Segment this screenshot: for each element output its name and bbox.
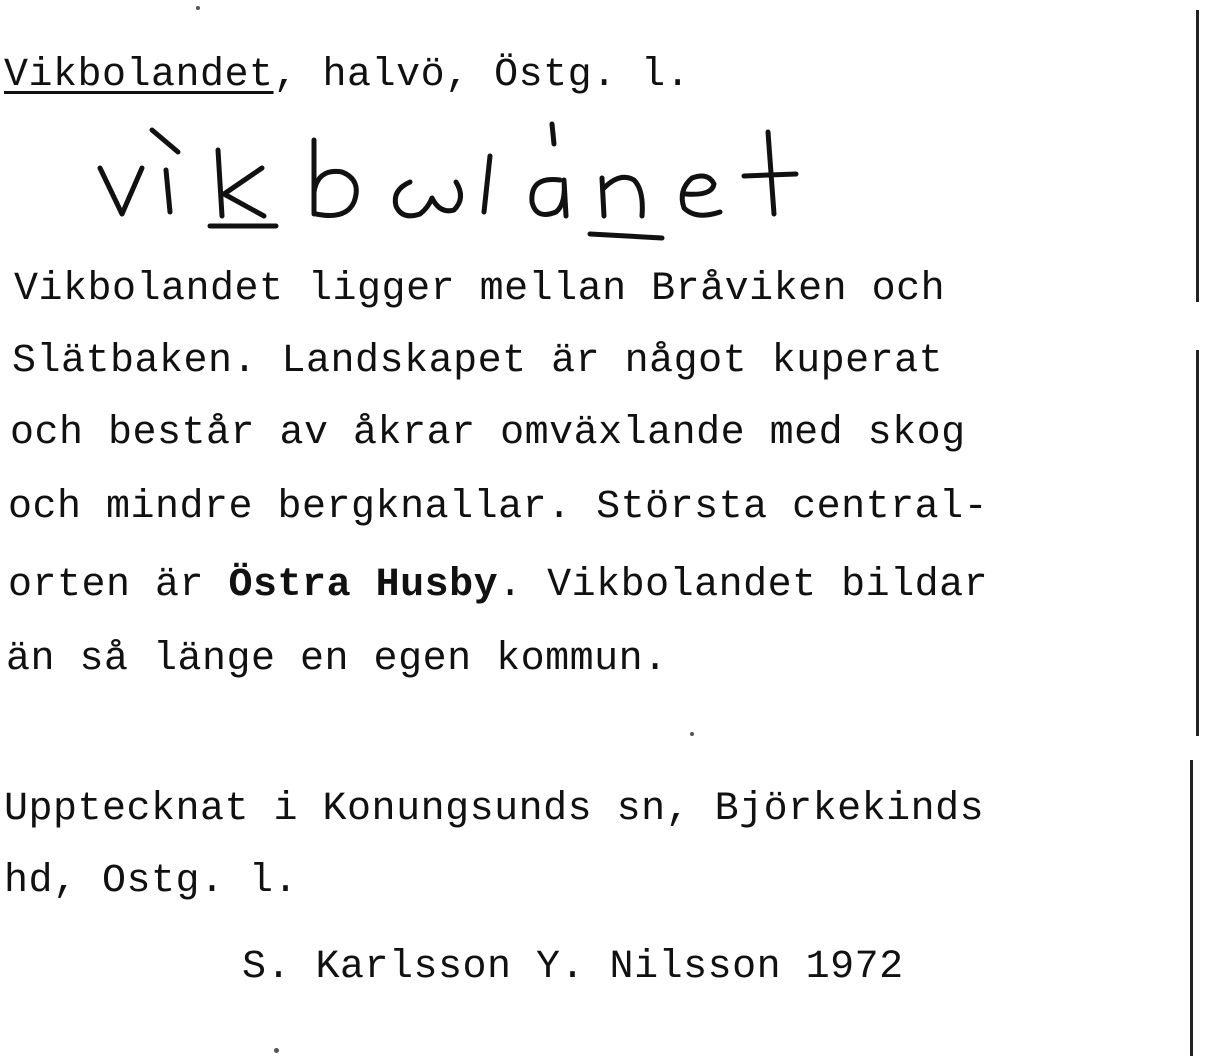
description-line-5-start: orten är — [8, 563, 229, 608]
description-line-4 — [8, 484, 988, 532]
handwritten-pronunciation — [92, 110, 812, 250]
description-line-5-end: . Vikbolandet bildar — [498, 563, 989, 608]
description-line-2: Slätbaken. Landskapet är något kuperat — [12, 339, 944, 384]
description-line-6: än så länge en egen kommun. — [6, 637, 668, 682]
description-line-4-start: och mindre bergknallar. — [8, 485, 597, 530]
place-name-ostra-husby: Östra Husby — [228, 563, 499, 608]
header-rest: , halvö, Östg. l. — [273, 53, 691, 98]
description-line-4-end: Största central- — [596, 485, 989, 530]
card-edge-lower — [1190, 760, 1193, 1056]
description-line-1: Vikbolandet ligger mellan Bråviken och — [14, 267, 946, 312]
recorded-line-1: Upptecknat i Konungsunds sn, Björkekinds — [4, 787, 985, 832]
scan-speck — [690, 732, 694, 736]
card-edge-middle — [1196, 350, 1199, 736]
description-line-3: och består av åkrar omväxlande med skog — [10, 411, 966, 456]
recorded-line-2: hd, Ostg. l. — [4, 859, 299, 904]
description-line-5 — [8, 562, 988, 610]
headword: Vikbolandet — [4, 53, 274, 98]
scan-speck — [196, 6, 200, 10]
card-edge-upper — [1196, 10, 1199, 302]
signature: S. Karlsson Y. Nilsson 1972 — [242, 945, 904, 990]
card-header — [4, 52, 690, 100]
scan-speck — [274, 1048, 279, 1053]
